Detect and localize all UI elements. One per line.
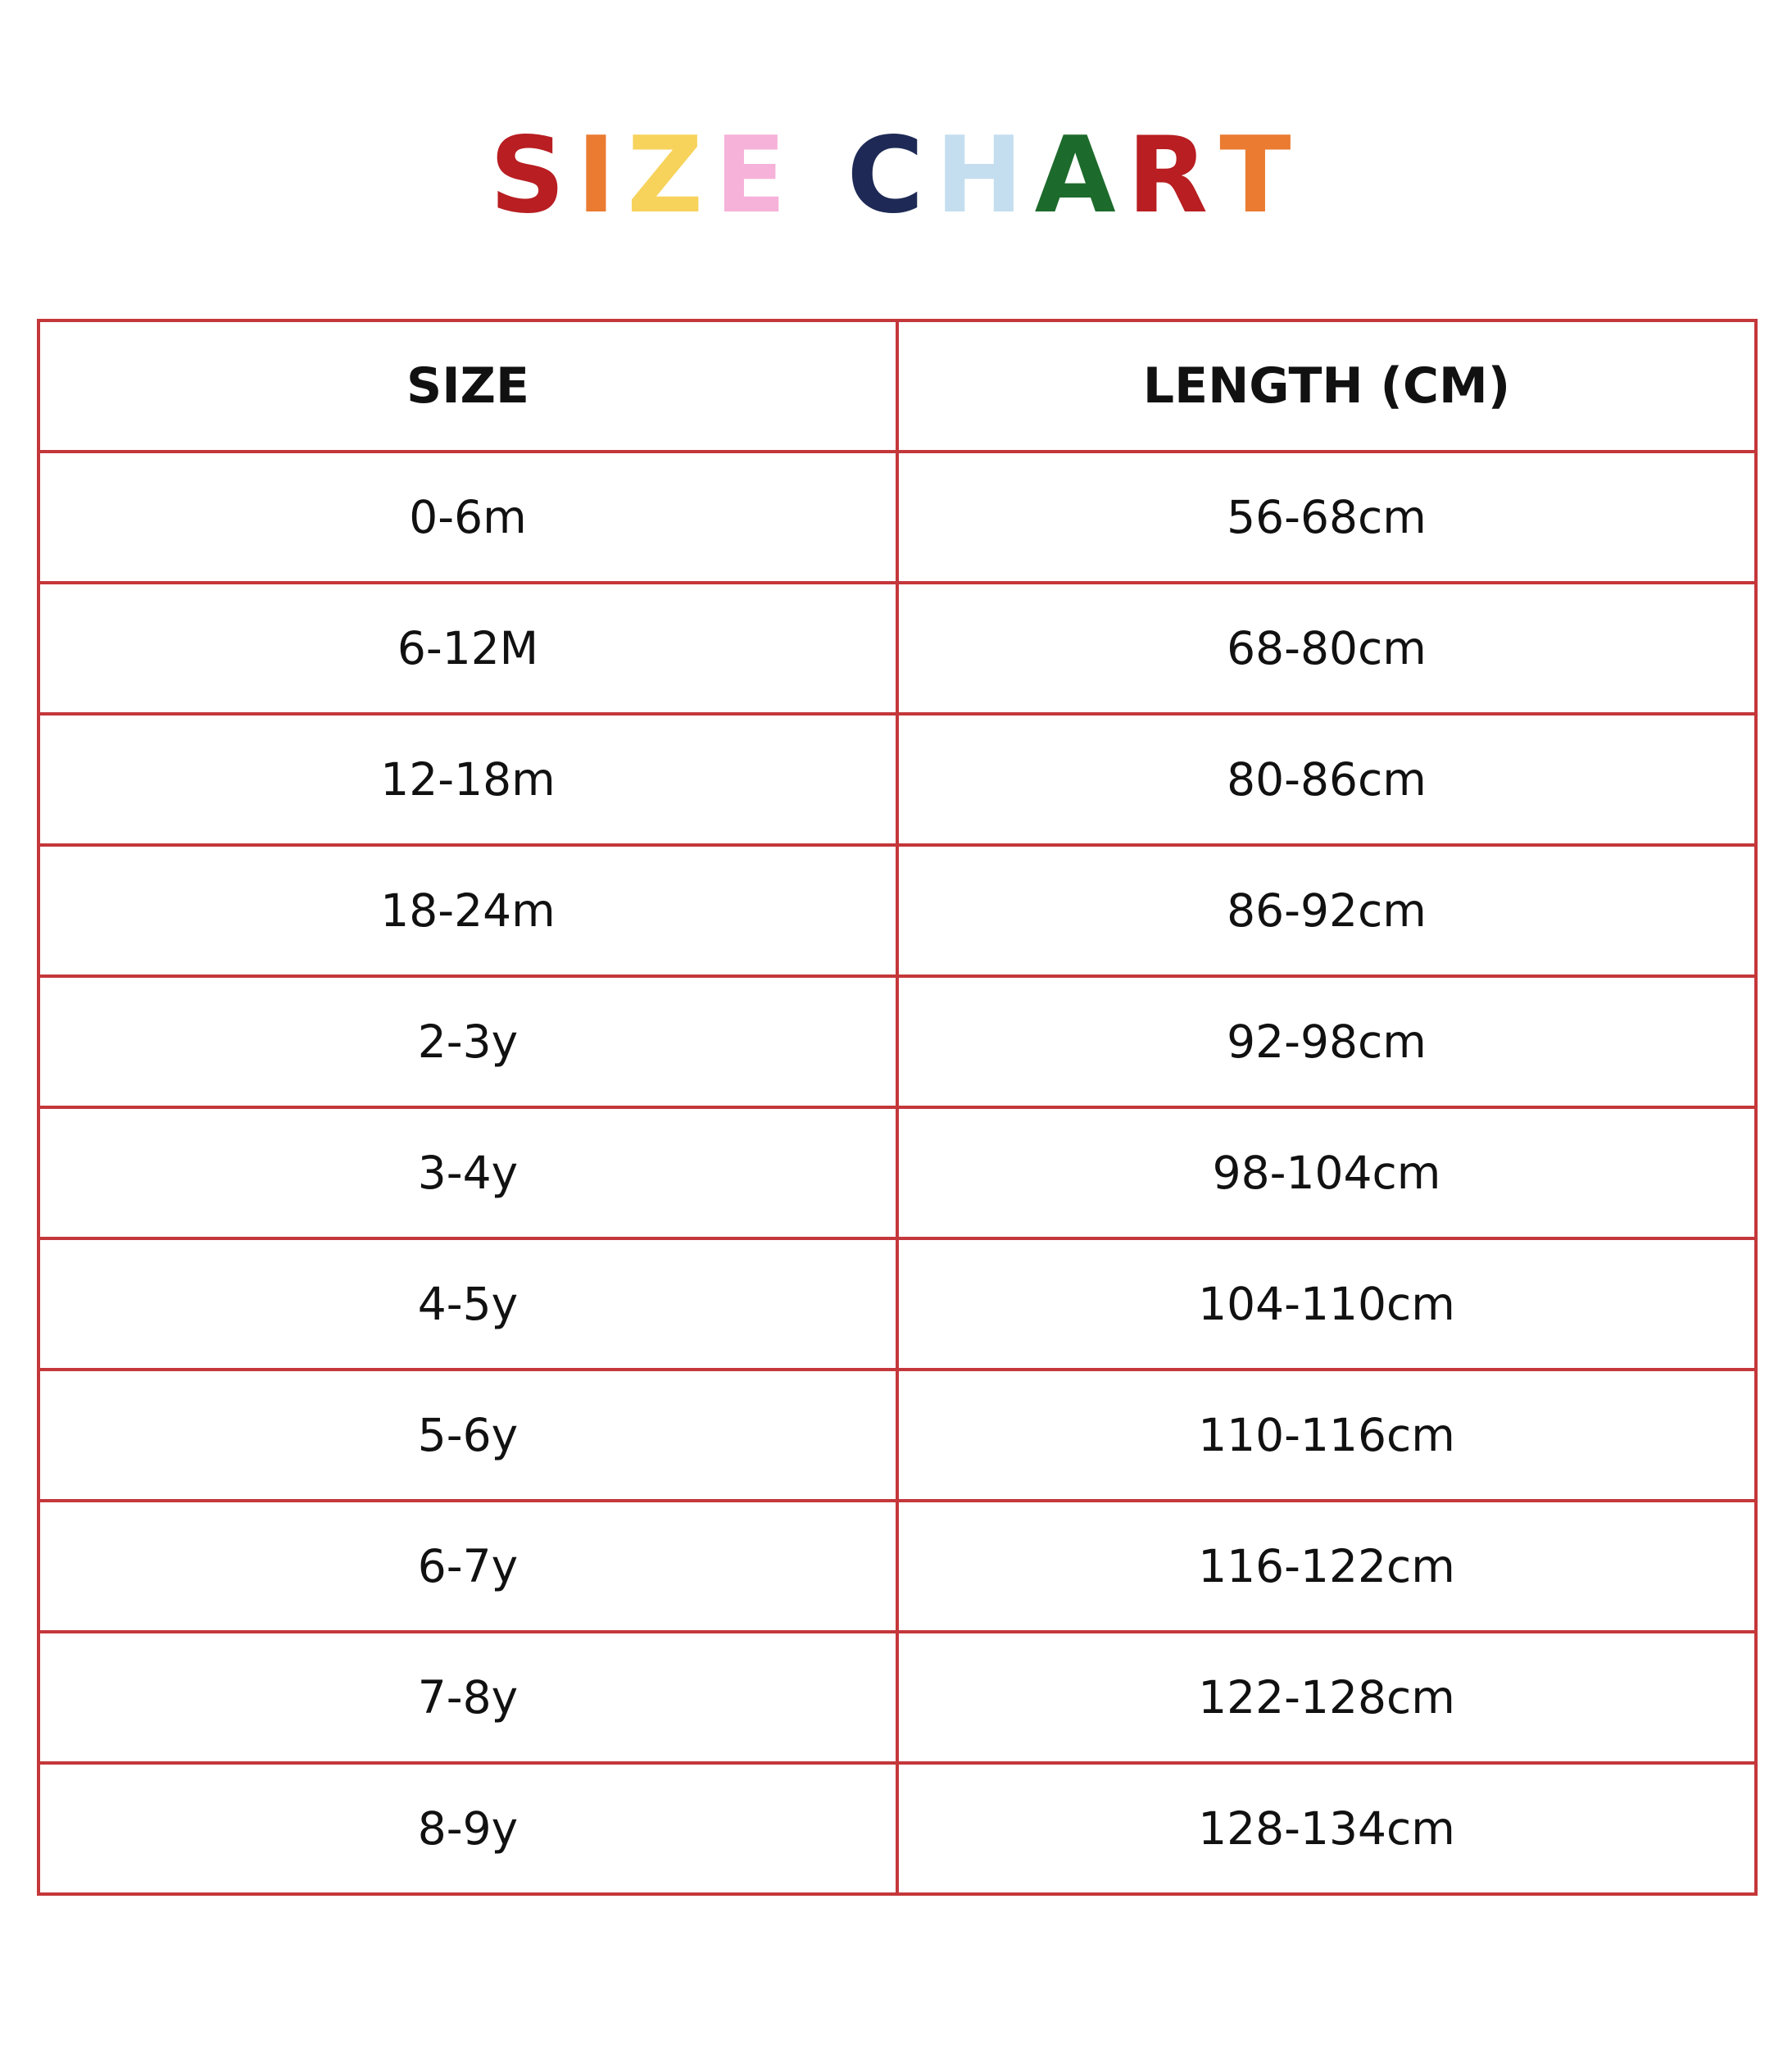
- length-cell: 116-122cm: [897, 1501, 1756, 1632]
- title-letter: T: [1219, 115, 1303, 237]
- size-cell: 3-4y: [39, 1107, 897, 1238]
- header-length: LENGTH (CM): [897, 320, 1756, 452]
- title-letter: R: [1127, 115, 1220, 237]
- size-cell: 4-5y: [39, 1238, 897, 1370]
- length-cell: 98-104cm: [897, 1107, 1756, 1238]
- table-row: [39, 714, 1756, 845]
- size-cell: 7-8y: [39, 1632, 897, 1763]
- length-cell: 92-98cm: [897, 976, 1756, 1107]
- table-row: [39, 1632, 1756, 1763]
- header-size: SIZE: [39, 320, 897, 452]
- size-chart-title: [0, 115, 1792, 237]
- length-cell: 86-92cm: [897, 845, 1756, 976]
- length-cell: 110-116cm: [897, 1370, 1756, 1501]
- title-letter: H: [935, 115, 1035, 237]
- title-letter: C: [846, 115, 936, 237]
- table-row: [39, 976, 1756, 1107]
- size-cell: 18-24m: [39, 845, 897, 976]
- title-letter: E: [715, 115, 798, 237]
- length-cell: 122-128cm: [897, 1632, 1756, 1763]
- length-cell: 104-110cm: [897, 1238, 1756, 1370]
- length-cell: 56-68cm: [897, 452, 1756, 583]
- table-row: [39, 1370, 1756, 1501]
- size-cell: 8-9y: [39, 1763, 897, 1894]
- size-cell: 6-12M: [39, 583, 897, 714]
- size-cell: 6-7y: [39, 1501, 897, 1632]
- size-cell: 0-6m: [39, 452, 897, 583]
- length-cell: 128-134cm: [897, 1763, 1756, 1894]
- table-row: [39, 1238, 1756, 1370]
- title-letter: Z: [627, 115, 715, 237]
- title-letter: A: [1034, 115, 1127, 237]
- length-cell: 80-86cm: [897, 714, 1756, 845]
- size-table: [37, 319, 1758, 1896]
- size-cell: 2-3y: [39, 976, 897, 1107]
- table-row: [39, 845, 1756, 976]
- table-row: [39, 1107, 1756, 1238]
- table-row: [39, 452, 1756, 583]
- table-row: [39, 1763, 1756, 1894]
- size-cell: 12-18m: [39, 714, 897, 845]
- table-header-row: [39, 320, 1756, 452]
- table-row: [39, 1501, 1756, 1632]
- table-row: [39, 583, 1756, 714]
- title-letter: I: [576, 115, 628, 237]
- title-letter: S: [489, 115, 577, 237]
- size-cell: 5-6y: [39, 1370, 897, 1501]
- length-cell: 68-80cm: [897, 583, 1756, 714]
